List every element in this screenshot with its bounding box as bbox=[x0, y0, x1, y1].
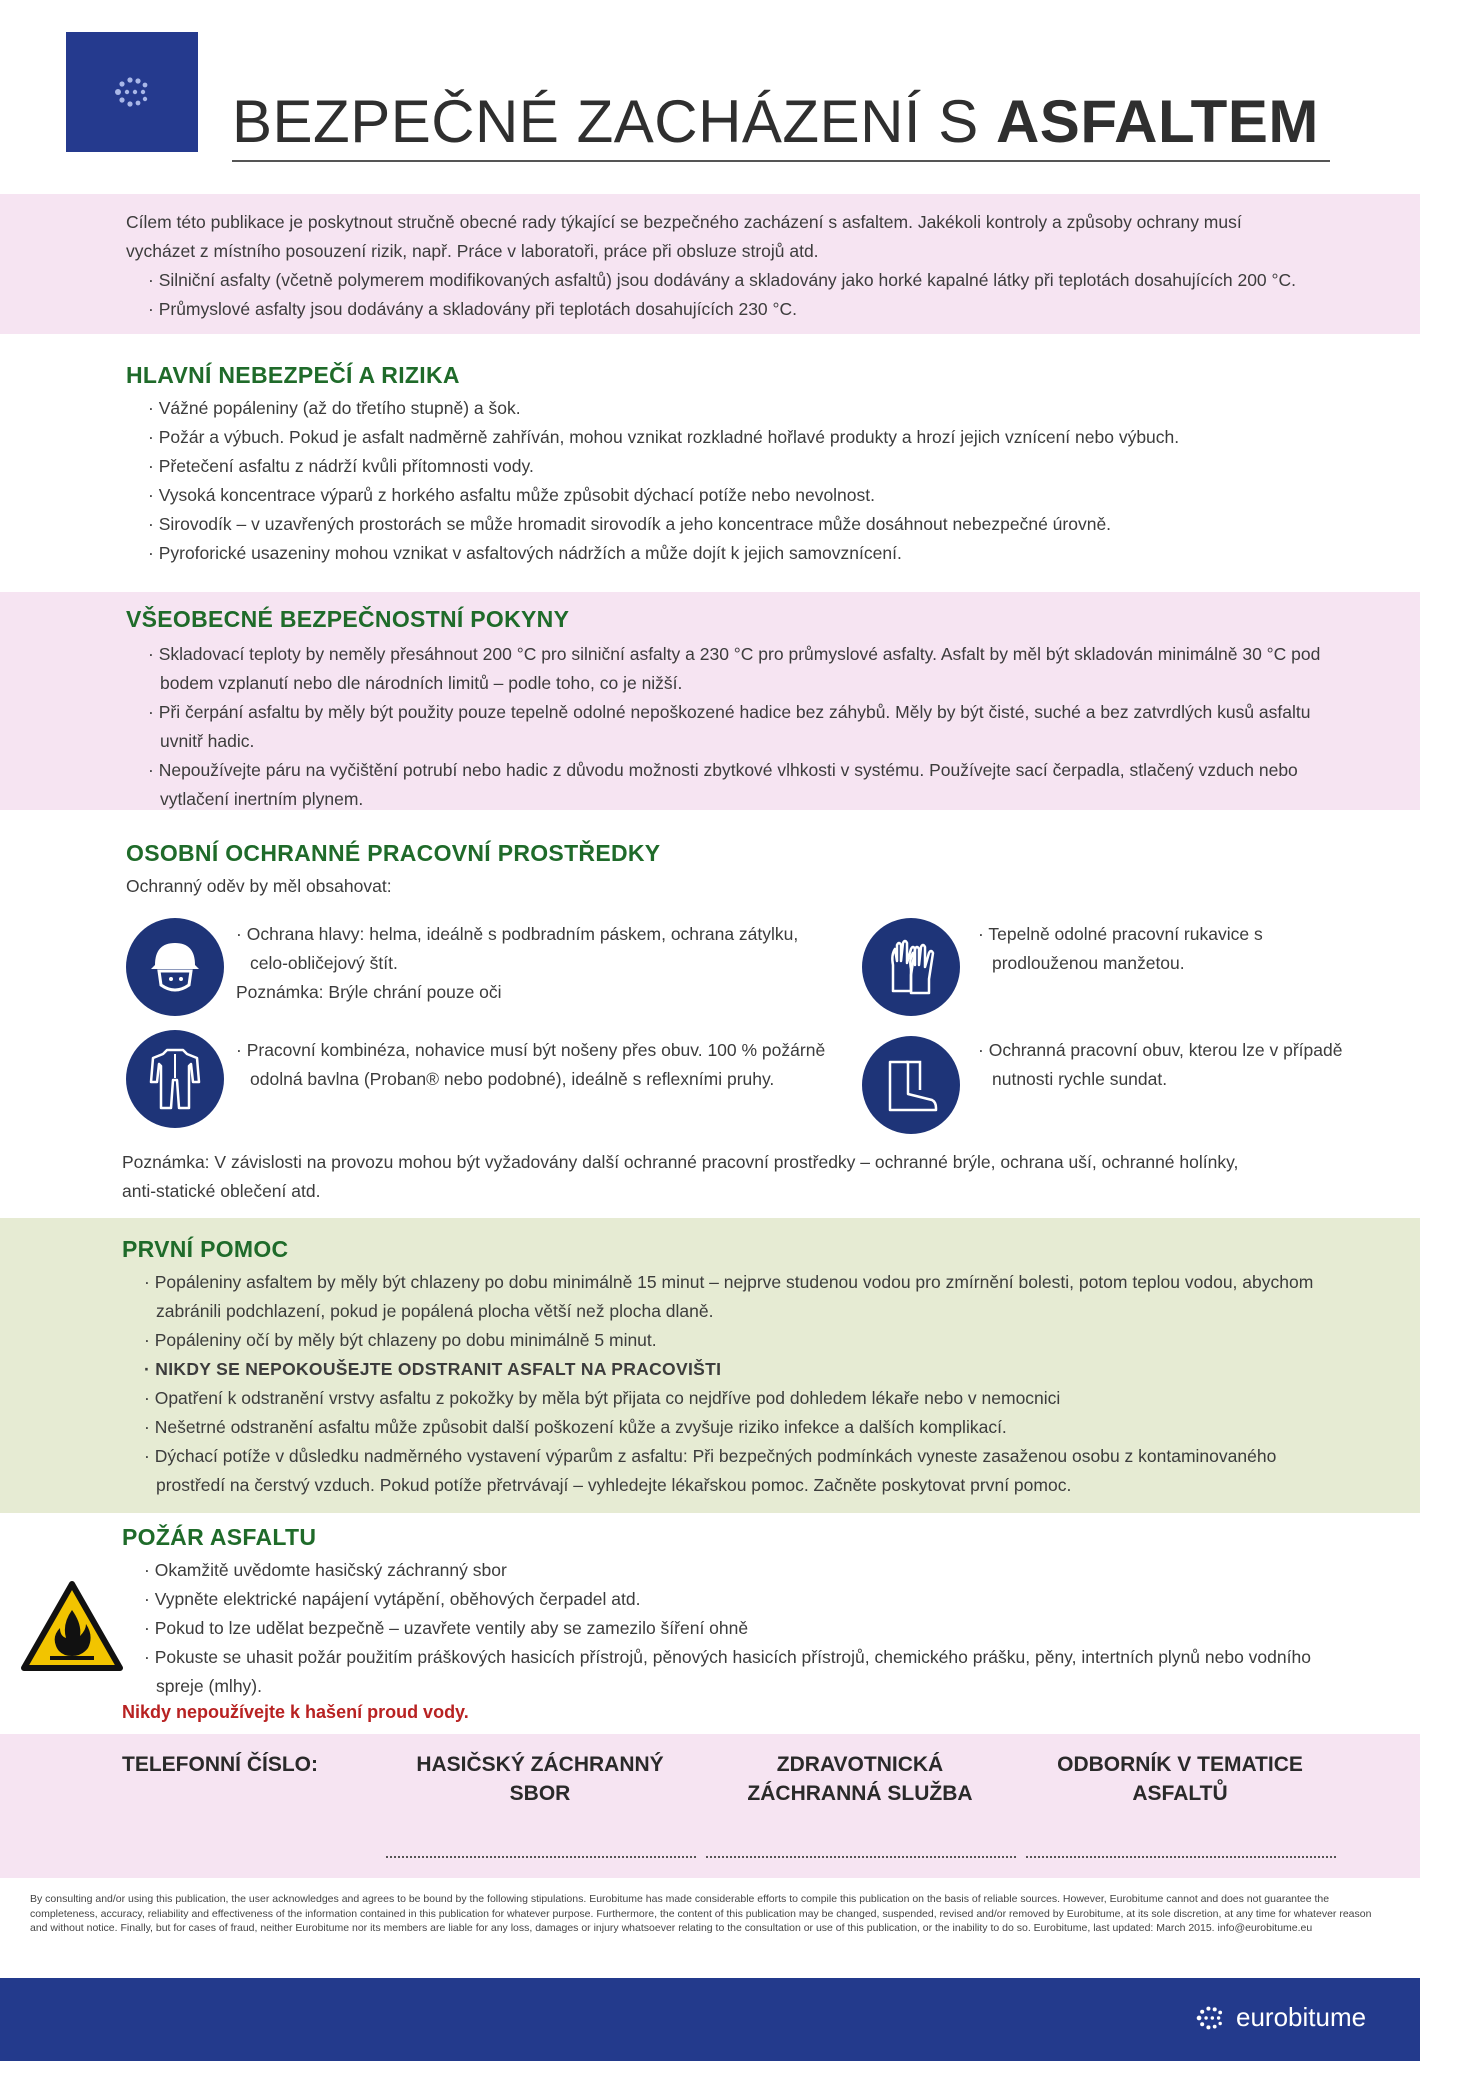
list-item: · Pyroforické usazeniny mohou vznikat v asfaltových nádržích a může dojít k jejich samovznícení. bbox=[148, 543, 902, 563]
fire-heading: POŽÁR ASFALTU bbox=[122, 1524, 317, 1550]
list-item: · Přetečení asfaltu z nádrží kvůli přítomnosti vody. bbox=[148, 456, 534, 476]
ppe-suit-text: · Pracovní kombinéza, nohavice musí být nošeny přes obuv. 100 % požárně odolná bavlna (Proban® nebo podobné), ideálně s reflexními pruhy. bbox=[236, 1040, 826, 1089]
phone-fire-service: HASIČSKÝ ZÁCHRANNÝ SBOR bbox=[416, 1753, 664, 1805]
boots-icon bbox=[862, 1036, 960, 1134]
fire-list bbox=[134, 1556, 1314, 1701]
phone-fire-field[interactable] bbox=[386, 1856, 696, 1858]
phone-expert-field[interactable] bbox=[1026, 1856, 1336, 1858]
ppe-gloves-text: · Tepelně odolné pracovní rukavice s prodlouženou manžetou. bbox=[978, 924, 1263, 973]
flammable-warning-icon bbox=[20, 1580, 124, 1679]
intro-bullet: · Silniční asfalty (včetně polymerem modifikovaných asfaltů) jsou dodávány a skladovány jako horké kapalné látky při teplotách dosahujících 200 °C. bbox=[148, 270, 1297, 290]
first-aid-list bbox=[134, 1268, 1324, 1500]
footer-logo-dots-icon bbox=[1192, 2003, 1228, 2033]
list-item: · Skladovací teploty by neměly přesáhnout 200 °C pro silniční asfalty a 230 °C pro průmyslové asfalty. Asfalt by měl být skladován minimálně 30 °C pod bodem vzplanutí nebo dle národních limitů – podle toho, co je nižší. bbox=[148, 644, 1321, 693]
intro-line: Cílem této publikace je poskytnout stručně obecné rady týkající se bezpečného zacházení s asfaltem. Jakékoli kontroly a způsoby ochrany musí bbox=[126, 212, 1242, 232]
list-item: · Při čerpání asfaltu by měly být použity pouze tepelně odolné nepoškozené hadice bez záhybů. Měly by být čisté, suché a bez zatvrdlých kusů asfaltu uvnitř hadic. bbox=[148, 702, 1311, 751]
disclaimer-text: By consulting and/or using this publication, the user acknowledges and agrees to be bound by the following stipulations. Eurobitume has made considerable efforts to compile this publication on the basis of reliable sources. However, Eurobitume cannot and does not guarantee the completeness, accuracy, reliability and effectiveness of the information contained in this publication for whatever purpose. Furthermore, the content of this publication may be changed, suspended, revised and/or removed by Eurobitume, at its sole discretion, at any time for whatever reason and without notice. Finally, but for cases of fraud, neither Eurobitume nor its members are liable for any loss, damages or injury whatsoever relating to the consultation or use of this publication, or the inability to do so. Eurobitume, last updated: March 2015. info@eurobitume.eu bbox=[30, 1893, 1372, 1934]
list-item: · Okamžitě uvědomte hasičský záchranný sbor bbox=[144, 1560, 507, 1580]
ppe-note: Poznámka: V závislosti na provozu mohou být vyžadovány další ochranné pracovní prostředky – ochranné brýle, ochrana uší, ochranné holínky, anti-statické oblečení atd. bbox=[122, 1152, 1239, 1201]
phone-medical-service: ZDRAVOTNICKÁ ZÁCHRANNÁ SLUŽBA bbox=[747, 1753, 973, 1805]
phone-bitumen-expert: ODBORNÍK V TEMATICE ASFALTŮ bbox=[1057, 1753, 1303, 1805]
phone-label: TELEFONNÍ ČÍSLO: bbox=[122, 1753, 318, 1776]
hazards-heading: HLAVNÍ NEBEZPEČÍ A RIZIKA bbox=[126, 362, 460, 388]
intro-bullet: · Průmyslové asfalty jsou dodávány a skladovány při teplotách dosahujících 230 °C. bbox=[148, 299, 798, 319]
fire-warning-text: Nikdy nepoužívejte k hašení proud vody. bbox=[122, 1702, 469, 1722]
list-item: · Vysoká koncentrace výparů z horkého asfaltu může způsobit dýchací potíže nebo nevolnost. bbox=[148, 485, 875, 505]
logo-dots-icon bbox=[109, 74, 155, 110]
list-item: · Popáleniny očí by měly být chlazeny po dobu minimálně 5 minut. bbox=[144, 1330, 657, 1350]
eurobitume-logo bbox=[66, 32, 198, 152]
list-item: · Sirovodík – v uzavřených prostorách se může hromadit sirovodík a jeho koncentrace může dosáhnout nebezpečné úrovně. bbox=[148, 514, 1112, 534]
ppe-subheading: Ochranný oděv by měl obsahovat: bbox=[126, 876, 392, 896]
list-item: · Požár a výbuch. Pokud je asfalt nadměrně zahříván, mohou vznikat rozkladné hořlavé produkty a hrozí jejich vznícení nebo výbuch. bbox=[148, 427, 1180, 447]
intro-line: vycházet z místního posouzení rizik, např. Práce v laboratoři, práce při obsluze strojů atd. bbox=[126, 241, 819, 261]
list-item: · Vážné popáleniny (až do třetího stupně) a šok. bbox=[148, 398, 521, 418]
hazards-list bbox=[138, 394, 1338, 568]
list-item: · Nešetrné odstranění asfaltu může způsobit další poškození kůže a zvyšuje riziko infekce a dalších komplikací. bbox=[144, 1417, 1007, 1437]
list-item: · Pokud to lze udělat bezpečně – uzavřete ventily aby se zamezilo šíření ohně bbox=[144, 1618, 749, 1638]
list-item: · Nepoužívejte páru na vyčištění potrubí nebo hadic z důvodu možnosti zbytkové vlhkosti v systému. Používejte sací čerpadla, stlačený vzduch nebo vytlačení inertním plynem. bbox=[148, 760, 1298, 809]
list-item: · Opatření k odstranění vrstvy asfaltu z pokožky by měla být přijata co nejdříve pod dohledem lékaře nebo v nemocnici bbox=[144, 1388, 1061, 1408]
general-heading: VŠEOBECNÉ BEZPEČNOSTNÍ POKYNY bbox=[126, 606, 570, 632]
phone-medical-field[interactable] bbox=[706, 1856, 1016, 1858]
ppe-head-text: · Ochrana hlavy: helma, ideálně s podbradním páskem, ochrana zátylku, celo-obličejový štít. Poznámka: Brýle chrání pouze oči bbox=[236, 924, 799, 1002]
ppe-boots-text: · Ochranná pracovní obuv, kterou lze v případě nutnosti rychle sundat. bbox=[978, 1040, 1343, 1089]
list-item: · Dýchací potíže v důsledku nadměrného vystavení výparům z asfaltu: Při bezpečných podmínkách vyneste zasaženou osobu z kontaminovaného prostředí na čerstvý vzduch. Pokud potíže přetrvávají – vyhledejte lékařskou pomoc. Začněte poskytovat první pomoc. bbox=[144, 1446, 1277, 1495]
title-divider bbox=[232, 160, 1330, 162]
page-title: BEZPEČNÉ ZACHÁZENÍ S ASFALTEM bbox=[232, 88, 1319, 155]
first-aid-heading: PRVNÍ POMOC bbox=[122, 1236, 289, 1262]
coverall-icon bbox=[126, 1030, 224, 1128]
list-item: · Vypněte elektrické napájení vytápění, oběhových čerpadel atd. bbox=[144, 1589, 641, 1609]
head-protection-icon bbox=[126, 918, 224, 1016]
general-list bbox=[138, 640, 1348, 814]
footer-brand-text: eurobitume bbox=[1236, 2002, 1367, 2032]
gloves-icon bbox=[862, 918, 960, 1016]
footer-logo bbox=[1192, 2002, 1366, 2033]
list-item: · Pokuste se uhasit požár použitím práškových hasicích přístrojů, pěnových hasicích přístrojů, chemického prášku, pěny, intertních plynů nebo vodního spreje (mlhy). bbox=[144, 1647, 1311, 1696]
list-item: · Popáleniny asfaltem by měly být chlazeny po dobu minimálně 15 minut – nejprve studenou vodou pro zmírnění bolesti, potom teplou vodou, abychom zabránili podchlazení, pokud je popálená plocha větší než plocha dlaně. bbox=[144, 1272, 1314, 1321]
ppe-heading: OSOBNÍ OCHRANNÉ PRACOVNÍ PROSTŘEDKY bbox=[126, 840, 661, 866]
list-item: · NIKDY SE NEPOKOUŠEJTE ODSTRANIT ASFALT NA PRACOVIŠTI bbox=[144, 1359, 722, 1379]
intro-section bbox=[126, 208, 1326, 324]
